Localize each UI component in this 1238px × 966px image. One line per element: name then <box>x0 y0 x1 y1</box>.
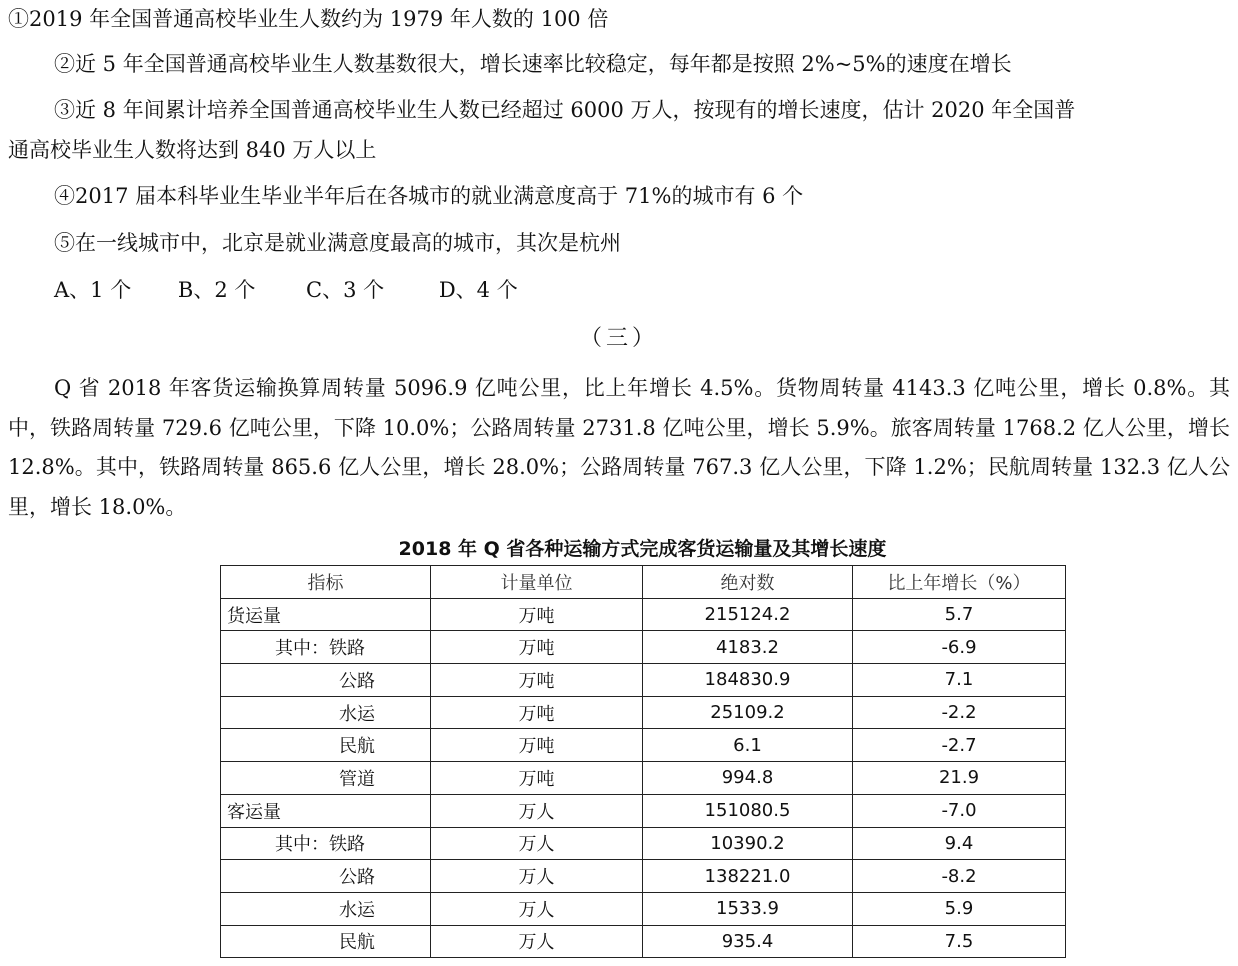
row-growth: 5.9 <box>853 892 1066 925</box>
statement-2: ②近 5 年全国普通高校毕业生人数基数很大，增长速率比较稳定，每年都是按照 2%~5%的速度在增长 <box>54 52 1012 76</box>
row-growth: -2.2 <box>853 696 1066 729</box>
row-growth: 7.5 <box>853 925 1066 958</box>
table-row <box>221 827 1066 860</box>
option-d: D、4 个 <box>438 278 518 302</box>
header-growth-rate: 比上年增长（%） <box>853 566 1066 599</box>
header-indicator: 指标 <box>221 566 431 599</box>
row-unit: 万吨 <box>431 696 643 729</box>
row-value: 25109.2 <box>643 696 853 729</box>
row-growth: -6.9 <box>853 631 1066 664</box>
table-header-row <box>221 566 1066 599</box>
row-indicator: 民航 <box>221 925 431 958</box>
row-indicator: 其中：铁路 <box>221 631 431 664</box>
table-row <box>221 892 1066 925</box>
table-row <box>221 664 1066 697</box>
row-indicator: 货运量 <box>221 598 431 631</box>
row-growth: -8.2 <box>853 860 1066 893</box>
row-value: 151080.5 <box>643 794 853 827</box>
header-absolute-value: 绝对数 <box>643 566 853 599</box>
row-unit: 万人 <box>431 892 643 925</box>
row-growth: 21.9 <box>853 762 1066 795</box>
row-value: 6.1 <box>643 729 853 762</box>
row-value: 215124.2 <box>643 598 853 631</box>
passage-paragraph: Q 省 2018 年客货运输换算周转量 5096.9 亿吨公里，比上年增长 4.5%。货物周转量 4143.3 亿吨公里，增长 0.8%。其中，铁路周转量 729.6 亿吨公里，下降 10.0%；公路周转量 2731.8 亿吨公里，增长 5.9%。旅客周转量 1768.2 亿人公里，增长 12.8%。其中，铁路周转量 865.6 亿人公里，增长 28.0%；公路周转量 767.3 亿人公里，下降 1.2%；民航周转量 132.3 亿人公里，增长 18.0%。 <box>8 376 1230 519</box>
row-unit: 万人 <box>431 827 643 860</box>
row-unit: 万吨 <box>431 664 643 697</box>
row-growth: -7.0 <box>853 794 1066 827</box>
statement-4: ④2017 届本科毕业生毕业半年后在各城市的就业满意度高于 71%的城市有 6 个 <box>54 184 804 208</box>
row-indicator: 公路 <box>221 664 431 697</box>
transport-statistics-table <box>220 565 1066 958</box>
option-a: A、1 个 <box>54 278 132 302</box>
row-unit: 万人 <box>431 925 643 958</box>
option-c: C、3 个 <box>306 278 385 302</box>
row-value: 10390.2 <box>643 827 853 860</box>
statement-1: ①2019 年全国普通高校毕业生人数约为 1979 年人数的 100 倍 <box>8 7 609 31</box>
row-unit: 万吨 <box>431 762 643 795</box>
row-value: 935.4 <box>643 925 853 958</box>
statement-3-line-1: ③近 8 年间累计培养全国普通高校毕业生人数已经超过 6000 万人，按现有的增长速度，估计 2020 年全国普 <box>54 98 1076 122</box>
row-value: 994.8 <box>643 762 853 795</box>
row-value: 4183.2 <box>643 631 853 664</box>
row-value: 138221.0 <box>643 860 853 893</box>
table-row <box>221 860 1066 893</box>
row-growth: 9.4 <box>853 827 1066 860</box>
row-indicator: 客运量 <box>221 794 431 827</box>
table-row <box>221 631 1066 664</box>
row-unit: 万人 <box>431 860 643 893</box>
row-indicator: 管道 <box>221 762 431 795</box>
row-value: 184830.9 <box>643 664 853 697</box>
row-growth: 5.7 <box>853 598 1066 631</box>
answer-options <box>54 275 518 305</box>
row-indicator: 水运 <box>221 892 431 925</box>
table-row <box>221 696 1066 729</box>
table-row <box>221 794 1066 827</box>
table-row <box>221 729 1066 762</box>
table-title: 2018 年 Q 省各种运输方式完成客货运输量及其增长速度 <box>398 538 887 560</box>
table-row <box>221 762 1066 795</box>
table-row <box>221 925 1066 958</box>
row-unit: 万吨 <box>431 729 643 762</box>
row-growth: 7.1 <box>853 664 1066 697</box>
row-indicator: 其中：铁路 <box>221 827 431 860</box>
row-unit: 万吨 <box>431 631 643 664</box>
table-row <box>221 598 1066 631</box>
header-unit: 计量单位 <box>431 566 643 599</box>
row-indicator: 公路 <box>221 860 431 893</box>
row-value: 1533.9 <box>643 892 853 925</box>
option-b: B、2 个 <box>177 278 256 302</box>
section-heading: （三） <box>579 326 658 351</box>
statement-3-line-2: 通高校毕业生人数将达到 840 万人以上 <box>8 138 377 162</box>
row-indicator: 民航 <box>221 729 431 762</box>
row-growth: -2.7 <box>853 729 1066 762</box>
row-unit: 万吨 <box>431 598 643 631</box>
statement-5: ⑤在一线城市中，北京是就业满意度最高的城市，其次是杭州 <box>54 231 621 255</box>
row-indicator: 水运 <box>221 696 431 729</box>
row-unit: 万人 <box>431 794 643 827</box>
